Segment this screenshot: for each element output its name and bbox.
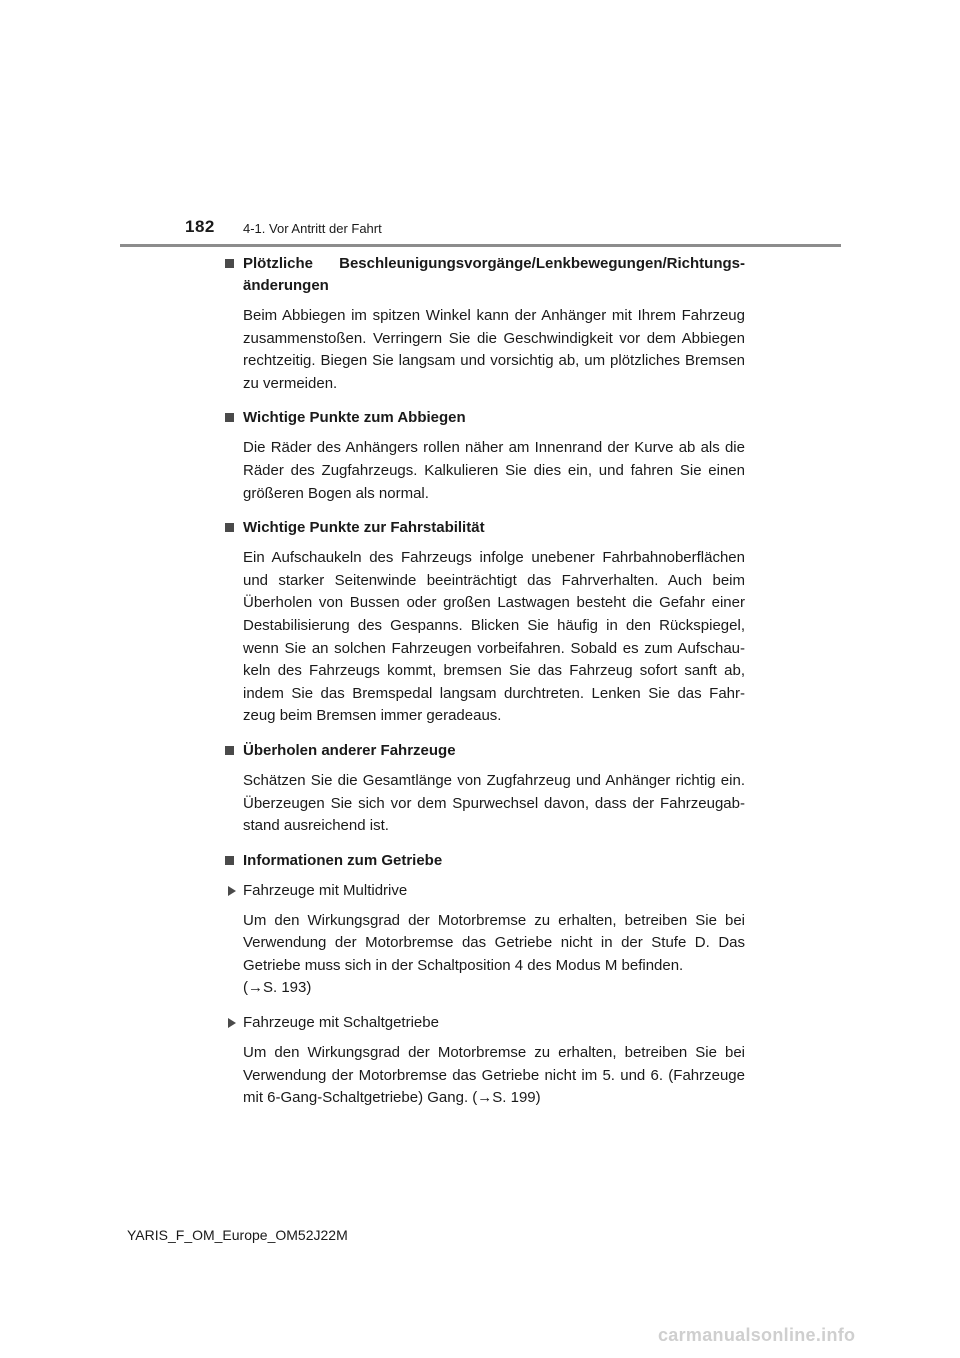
watermark: carmanualsonline.info (658, 1325, 856, 1345)
square-bullet-icon (225, 413, 234, 422)
subitem-text (225, 910, 745, 1000)
square-bullet-icon (225, 746, 234, 755)
section-overtaking (225, 740, 745, 838)
page-reference-link[interactable]: (→S. 193) (243, 979, 312, 997)
subitem-label: Fahrzeuge mit Schaltgetriebe (243, 1014, 439, 1032)
heading-text: Wichtige Punkte zum Abbiegen (243, 409, 466, 427)
subitem-text: Um den Wirkungsgrad der Motorbremse zu erhalten, betreiben Sie bei Verwendung der Motorbremse das Getriebe nicht im 5. und 6. (Fahrzeuge mit 6-Gang-Schaltgetriebe) Gang. (→S. 199) (243, 1044, 745, 1107)
square-bullet-icon (225, 259, 234, 268)
section-heading (225, 517, 745, 539)
section-heading (225, 850, 745, 872)
heading-text: Plötzliche Beschleunigungsvorgänge/Lenkbewegungen/Richtungs-änderungen (243, 255, 745, 294)
section-stability (225, 517, 745, 728)
section-text: Schätzen Sie die Gesamtlänge von Zugfahrzeug und Anhänger richtig ein. Überzeugen Sie sich vor dem Spurwechsel davon, dass der Fahrzeugab-stand ausreichend ist. (243, 771, 745, 835)
square-bullet-icon (225, 856, 234, 865)
page-number: 182 (185, 217, 215, 236)
page-content (225, 253, 745, 1122)
subitem-multidrive (225, 880, 745, 902)
section-transmission (225, 850, 745, 1110)
section-heading (225, 407, 745, 429)
square-bullet-icon (225, 523, 234, 532)
section-title: 4-1. Vor Antritt der Fahrt (243, 221, 382, 236)
header-divider (120, 244, 841, 247)
triangle-bullet-icon (228, 1018, 236, 1028)
heading-text: Informationen zum Getriebe (243, 851, 443, 869)
section-sudden-maneuvers (225, 253, 745, 395)
section-text: Die Räder des Anhängers rollen näher am Innenrand der Kurve ab als die Räder des Zugfahrzeugs. Kalkulieren Sie dies ein, und fahren Sie einen größeren Bogen als normal. (243, 439, 745, 502)
section-heading (225, 253, 745, 297)
subitem-body: Um den Wirkungsgrad der Motorbremse zu erhalten, betreiben Sie bei Verwendung der Motorbremse das Getriebe nicht in der Stufe D. Das Getriebe muss sich in der Schaltposition 4 des Modus M befinden. (243, 911, 745, 974)
subitem-label: Fahrzeuge mit Multidrive (243, 881, 408, 899)
heading-text: Überholen anderer Fahrzeuge (243, 741, 456, 759)
heading-text: Wichtige Punkte zur Fahrstabilität (243, 519, 485, 537)
triangle-bullet-icon (228, 886, 236, 896)
section-text: Beim Abbiegen im spitzen Winkel kann der Anhänger mit Ihrem Fahrzeug zusammenstoßen. Verringern Sie die Geschwindigkeit vor dem Abbiegen rechtzeitig. Biegen Sie langsam und vorsichtig ab, um plötzliches Bremsen zu vermeiden. (243, 307, 745, 392)
section-text: Ein Aufschaukeln des Fahrzeugs infolge unebener Fahrbahnoberflächen und starker Seitenwinde beeinträchtigt das Fahrverhalten. Auch beim Überholen von Bussen oder großen Lastwagen besteht die Gefahr einer Destabilisierung des Gespanns. Blicken Sie häufig in den Rückspiegel, wenn Sie an solchen Fahrzeugen vorbeifahren. Sobald es zum Aufschau-keln des Fahrzeugs kommt, bremsen Sie das Fahrzeug sofort sanft ab, indem Sie das Bremspedal langsam durchtreten. Lenken Sie das Fahr-zeug beim Bremsen immer geradeaus. (243, 549, 745, 725)
subitem-manual (225, 1012, 745, 1034)
footer-doc-id: YARIS_F_OM_Europe_OM52J22M (127, 1227, 348, 1243)
section-turning (225, 407, 745, 505)
section-heading (225, 740, 745, 762)
